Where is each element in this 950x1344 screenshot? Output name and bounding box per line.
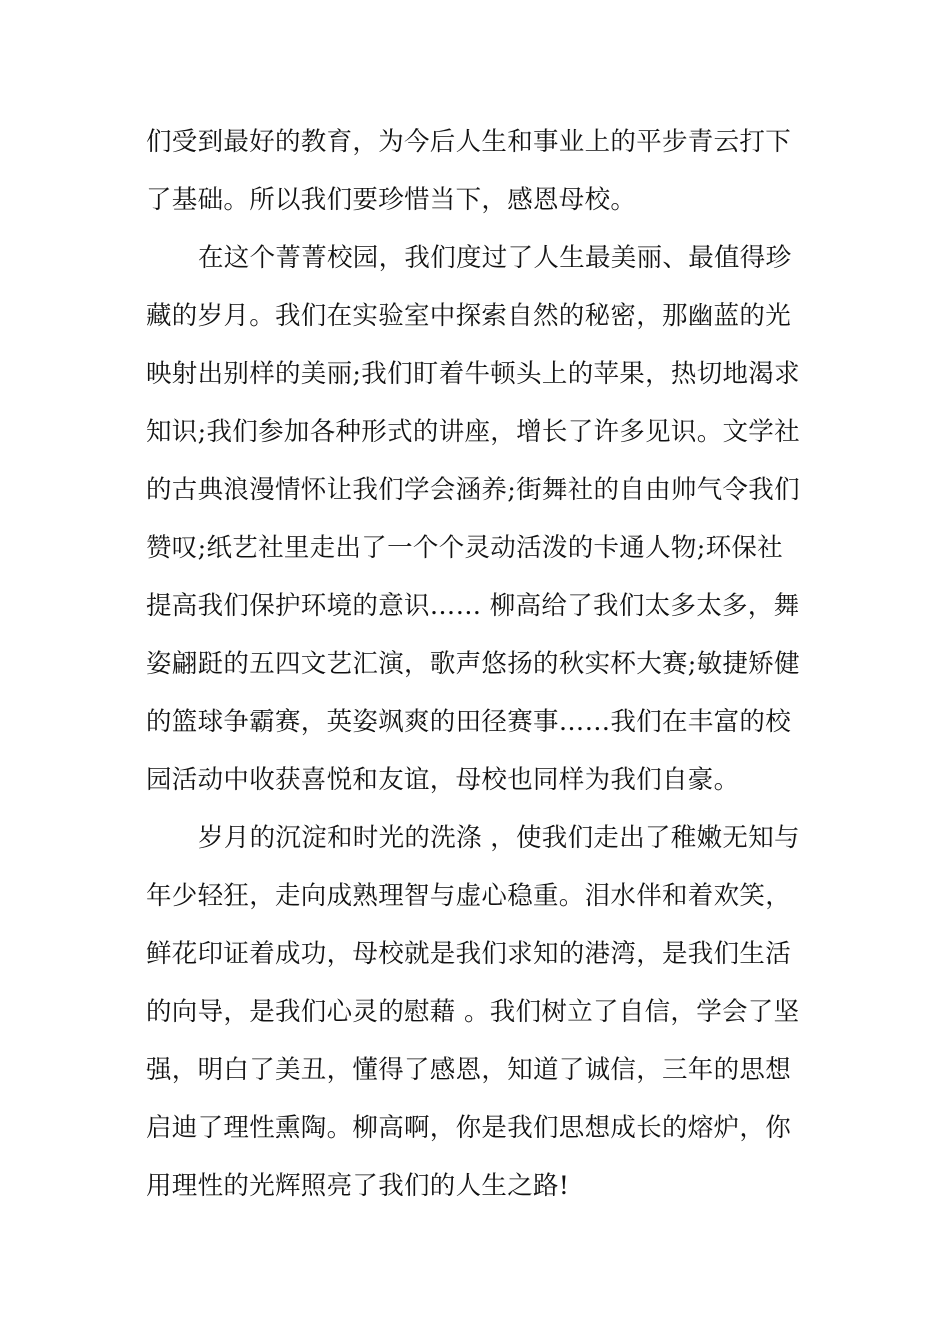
text-line: 启迪了理性熏陶。柳高啊，你是我们思想成长的熔炉，你 — [146, 1113, 792, 1143]
text-line: 强，明白了美丑，懂得了感恩，知道了诚信，三年的思想 — [146, 1055, 792, 1085]
text-line: 的古典浪漫情怀让我们学会涵养;街舞社的自由帅气令我们 — [146, 475, 800, 505]
text-line: 的向导，是我们心灵的慰藉 。我们树立了自信，学会了坚 — [146, 997, 800, 1027]
text-line: 了基础。所以我们要珍惜当下，感恩母校。 — [146, 185, 637, 215]
text-line: 提高我们保护环境的意识…… 柳高给了我们太多太多，舞 — [146, 591, 800, 621]
text-line: 鲜花印证着成功，母校就是我们求知的港湾，是我们生活 — [146, 939, 792, 969]
text-line: 映射出别样的美丽;我们盯着牛顿头上的苹果，热切地渴求 — [146, 359, 800, 389]
text-line: 园活动中收获喜悦和友谊，母校也同样为我们自豪。 — [146, 765, 740, 795]
text-line: 们受到最好的教育，为今后人生和事业上的平步青云打下 — [146, 127, 792, 157]
text-line: 的篮球争霸赛，英姿飒爽的田径赛事……我们在丰富的校 — [146, 707, 792, 737]
text-line: 知识;我们参加各种形式的讲座，增长了许多见识。文学社 — [146, 417, 800, 447]
document-body — [146, 113, 810, 1215]
paragraph-start-line: 在这个菁菁校园，我们度过了人生最美丽、最值得珍 — [198, 243, 792, 273]
text-line: 年少轻狂，走向成熟理智与虚心稳重。泪水伴和着欢笑， — [146, 881, 792, 911]
paragraph-start-line: 岁月的沉淀和时光的洗涤 ，使我们走出了稚嫩无知与 — [198, 823, 800, 853]
text-line: 姿翩跹的五四文艺汇演，歌声悠扬的秋实杯大赛;敏捷矫健 — [146, 649, 800, 679]
text-line: 赞叹;纸艺社里走出了一个个灵动活泼的卡通人物;环保社 — [146, 533, 783, 563]
text-line: 用理性的光辉照亮了我们的人生之路! — [146, 1171, 570, 1201]
text-line: 藏的岁月。我们在实验室中探索自然的秘密，那幽蓝的光 — [146, 301, 792, 331]
